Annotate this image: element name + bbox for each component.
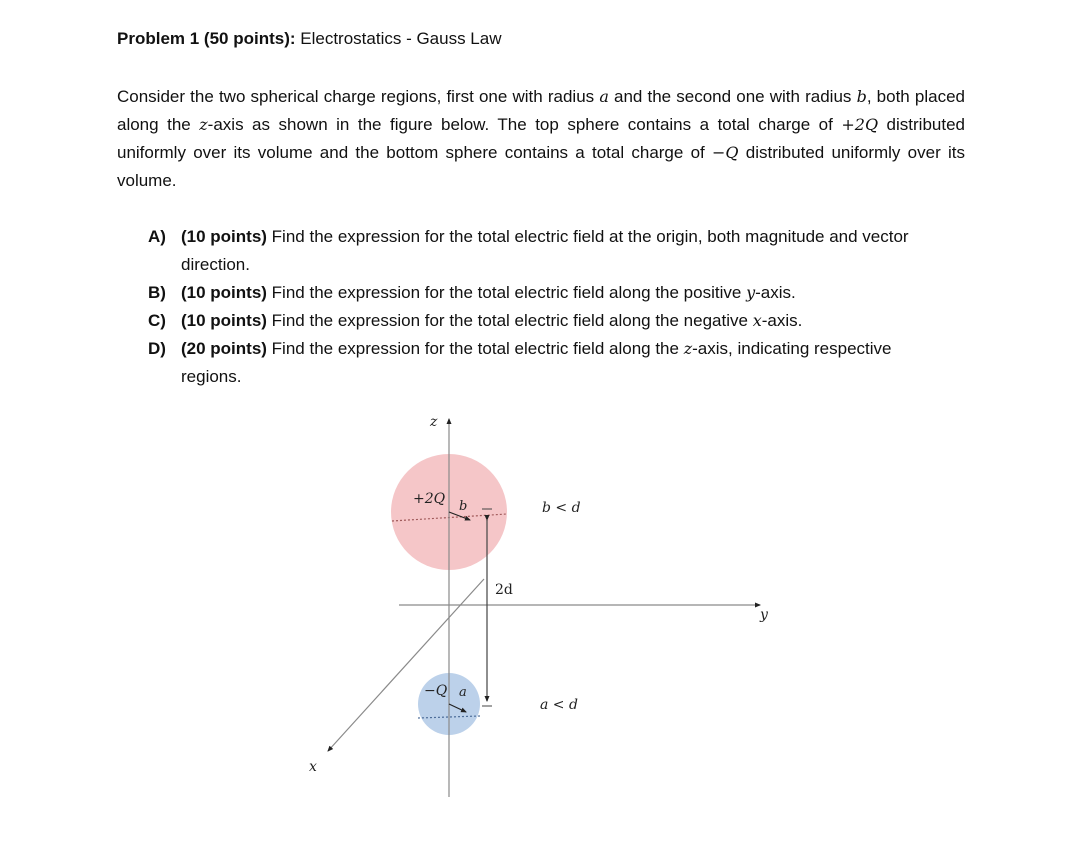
intro-var-z: z xyxy=(199,115,208,134)
part-text-end: -axis. xyxy=(761,311,803,330)
intro-charge-bottom: −Q xyxy=(712,143,739,162)
intro-var-b: b xyxy=(856,87,867,106)
part-text: Find the expression for the total electric field along the positive xyxy=(266,283,747,302)
part-text-end: -axis, indicating respective regions. xyxy=(181,339,892,386)
top-condition-label: b < d xyxy=(542,500,581,516)
intro-var-a: a xyxy=(599,87,609,106)
z-axis-label: z xyxy=(430,414,438,430)
part-var: y xyxy=(746,283,756,302)
part-points: (20 points) xyxy=(181,339,267,358)
part-var: x xyxy=(752,311,762,330)
part-points: (10 points) xyxy=(181,227,267,246)
y-axis-label: y xyxy=(760,607,768,623)
bottom-condition-label: a < d xyxy=(540,697,578,713)
intro-text-4: -axis as shown in the figure below. The top sphere contains a total charge of xyxy=(207,115,842,134)
part-text: Find the expression for the total electric field at the origin, both magnitude and vector direction. xyxy=(181,227,909,274)
intro-charge-top: +2Q xyxy=(841,115,879,134)
part-label: D) xyxy=(148,339,166,358)
bottom-radius-label: a xyxy=(459,685,467,700)
top-charge-label: +2Q xyxy=(413,491,446,507)
part-label: B) xyxy=(148,283,166,302)
intro-text-2: and the second one with radius xyxy=(608,87,857,106)
part-var: z xyxy=(683,339,693,358)
part-points: (10 points) xyxy=(181,283,267,302)
top-radius-label: b xyxy=(459,499,468,514)
part-text-end: -axis. xyxy=(755,283,796,302)
part-text: Find the expression for the total electric field along the negative xyxy=(266,311,753,330)
problem-title-rest: Electrostatics - Gauss Law xyxy=(295,29,502,48)
part-label: C) xyxy=(148,311,166,330)
problem-title-bold: Problem 1 (50 points): xyxy=(117,29,296,48)
bottom-charge-label: −Q xyxy=(424,683,448,699)
part-text: Find the expression for the total electric field along the xyxy=(266,339,684,358)
separation-label: 2d xyxy=(495,582,513,598)
intro-text-5: distributed uniformly over its volume and the bottom sphere contains a total charge of xyxy=(117,115,965,162)
intro-text-6: distributed uniformly over its volume. xyxy=(117,143,965,190)
part-label: A) xyxy=(148,227,166,246)
intro-text-1: Consider the two spherical charge regions, first one with radius xyxy=(117,87,600,106)
intro-text-3: , both placed along the xyxy=(117,87,965,134)
x-axis-label: x xyxy=(309,759,317,775)
part-points: (10 points) xyxy=(181,311,267,330)
